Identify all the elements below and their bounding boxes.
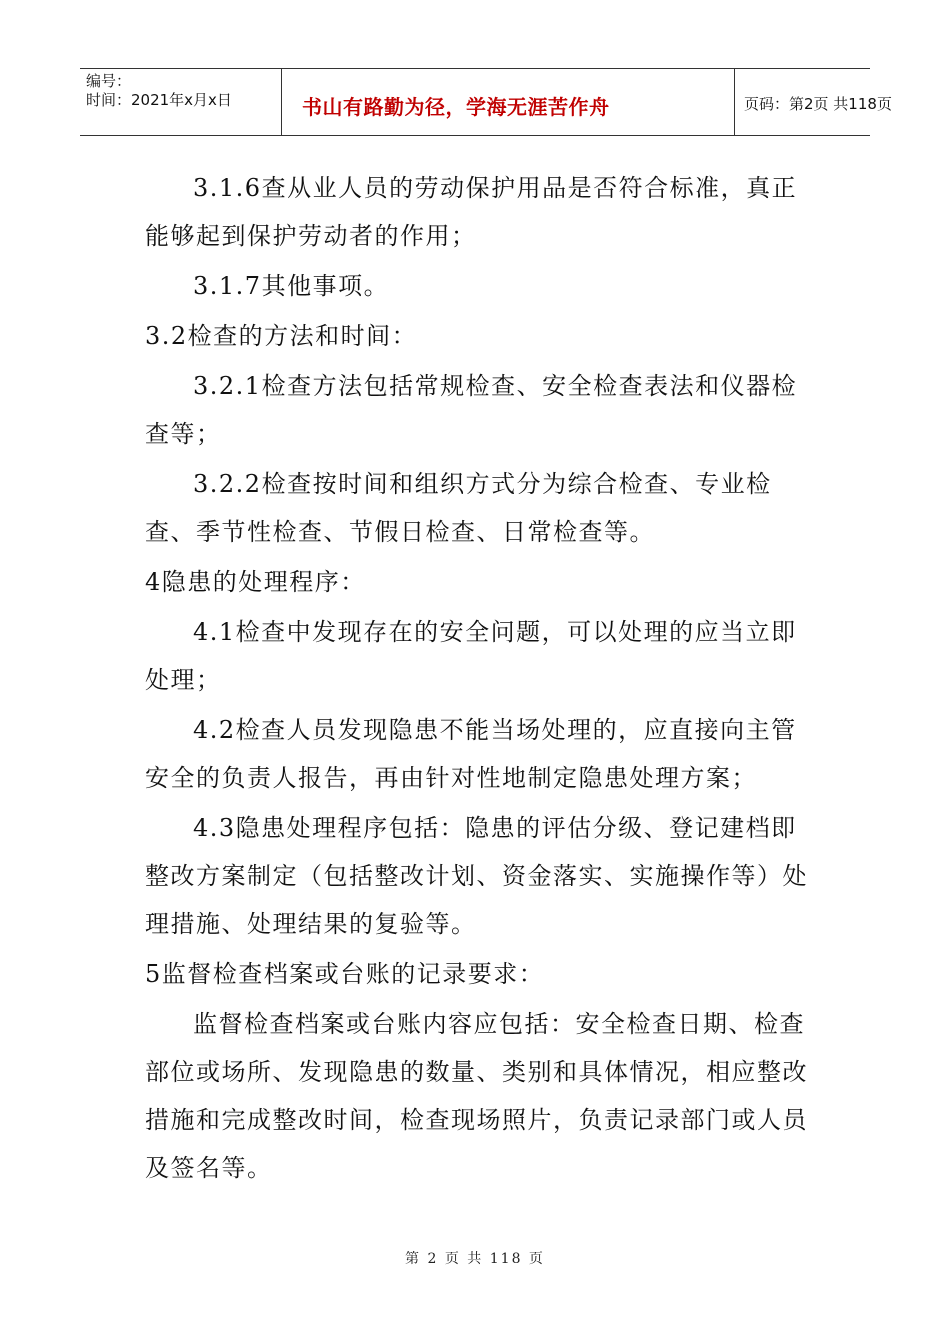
document-date: 时间：2021年x月x日: [86, 91, 232, 109]
paragraph: 3.1.7其他事项。: [193, 272, 390, 300]
paragraph: 3.1.6查从业人员的劳动保护用品是否符合标准，真正能够起到保护劳动者的作用；: [145, 174, 798, 250]
header-page-info: 页码：第2页 共118页: [744, 95, 892, 113]
section-heading: 4隐患的处理程序：: [145, 568, 366, 596]
header-motto-cell: [282, 69, 735, 135]
header-motto: 书山有路勤为径，学海无涯苦作舟: [302, 95, 610, 119]
document-body: [145, 164, 810, 1194]
header-page-cell: [736, 69, 892, 135]
document-number-label: 编号：: [86, 72, 132, 90]
paragraph: 3.2.2检查按时间和组织方式分为综合检查、专业检查、季节性检查、节假日检查、日常检查等。: [145, 470, 772, 546]
section-heading: 3.2检查的方法和时间：: [145, 322, 418, 350]
paragraph: 4.2检查人员发现隐患不能当场处理的，应直接向主管安全的负责人报告，再由针对性地制定隐患处理方案；: [145, 716, 797, 792]
paragraph: 4.3隐患处理程序包括：隐患的评估分级、登记建档即整改方案制定（包括整改计划、资金落实、实施操作等）处理措施、处理结果的复验等。: [145, 814, 808, 938]
page-footer: 第 2 页 共 118 页: [405, 1251, 545, 1267]
header-meta: [80, 69, 282, 135]
section-heading: 5监督检查档案或台账的记录要求：: [145, 960, 545, 988]
page-header: [80, 68, 892, 136]
paragraph: 监督检查档案或台账内容应包括：安全检查日期、检查部位或场所、发现隐患的数量、类别和具体情况，相应整改措施和完成整改时间，检查现场照片，负责记录部门或人员及签名等。: [145, 1010, 808, 1182]
paragraph: 4.1检查中发现存在的安全问题，可以处理的应当立即处理；: [145, 618, 797, 694]
paragraph: 3.2.1检查方法包括常规检查、安全检查表法和仪器检查等；: [145, 372, 798, 448]
